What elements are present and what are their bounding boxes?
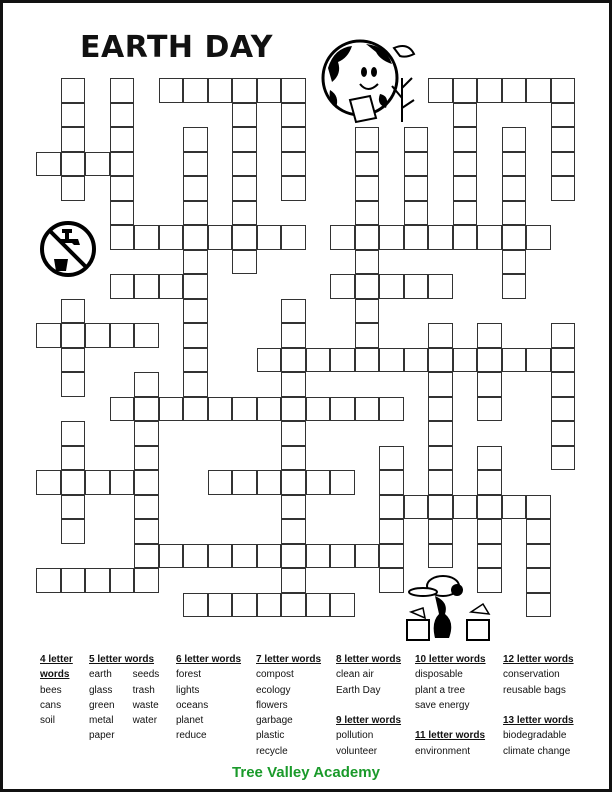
word: plant a tree — [415, 684, 466, 696]
crossword-cell[interactable] — [526, 495, 551, 520]
crossword-cell[interactable] — [526, 519, 551, 544]
crossword-cell[interactable] — [159, 544, 184, 569]
word: metal — [89, 715, 114, 727]
word: cans — [40, 699, 62, 711]
crossword-cell[interactable] — [110, 176, 135, 201]
crossword-cell[interactable] — [355, 201, 380, 226]
crossword-cell[interactable] — [526, 568, 551, 593]
word-list-8-9 — [336, 652, 401, 759]
crossword-cell[interactable] — [502, 152, 527, 177]
crossword-cell[interactable] — [61, 568, 86, 593]
crossword-cell[interactable] — [477, 348, 502, 373]
crossword-cell[interactable] — [379, 495, 404, 520]
crossword-cell[interactable] — [428, 495, 453, 520]
crossword-cell[interactable] — [330, 593, 355, 618]
word-list-heading: 4 letter — [40, 654, 73, 665]
crossword-cell[interactable] — [257, 397, 282, 422]
crossword-cell[interactable] — [183, 299, 208, 324]
crossword-cell[interactable] — [232, 225, 257, 250]
crossword-cell[interactable] — [355, 397, 380, 422]
crossword-cell[interactable] — [526, 544, 551, 569]
crossword-cell[interactable] — [477, 78, 502, 103]
crossword-cell[interactable] — [61, 176, 86, 201]
crossword-cell[interactable] — [355, 127, 380, 152]
crossword-cell[interactable] — [551, 103, 576, 128]
crossword-cell[interactable] — [281, 495, 306, 520]
word: recycle — [256, 745, 288, 757]
crossword-cell[interactable] — [134, 323, 159, 348]
crossword-cell[interactable] — [306, 348, 331, 373]
crossword-cell[interactable] — [551, 397, 576, 422]
crossword-cell[interactable] — [551, 421, 576, 446]
crossword-cell[interactable] — [551, 152, 576, 177]
crossword-cell[interactable] — [404, 152, 429, 177]
word: save energy — [415, 699, 470, 711]
crossword-cell[interactable] — [232, 201, 257, 226]
word: disposable — [415, 669, 463, 681]
crossword-cell[interactable] — [232, 470, 257, 495]
crossword-cell[interactable] — [379, 446, 404, 471]
word-list-5 — [89, 652, 159, 744]
crossword-cell[interactable] — [281, 544, 306, 569]
crossword-cell[interactable] — [477, 495, 502, 520]
crossword-cell[interactable] — [183, 176, 208, 201]
word-list-heading: 12 letter words — [503, 654, 574, 665]
crossword-cell[interactable] — [183, 323, 208, 348]
crossword-cell[interactable] — [183, 274, 208, 299]
word-list-heading: 13 letter words — [503, 715, 574, 727]
word: paper — [89, 730, 115, 742]
crossword-cell[interactable] — [379, 519, 404, 544]
word: conservation — [503, 669, 560, 681]
crossword-cell[interactable] — [281, 78, 306, 103]
word-list-heading: 8 letter words — [336, 654, 402, 665]
crossword-cell[interactable] — [306, 593, 331, 618]
word-list-7 — [256, 652, 321, 759]
crossword-cell[interactable] — [502, 250, 527, 275]
word: climate change — [503, 745, 571, 757]
crossword-cell[interactable] — [379, 274, 404, 299]
crossword-cell[interactable] — [134, 274, 159, 299]
crossword-cell[interactable] — [551, 348, 576, 373]
crossword-cell[interactable] — [110, 152, 135, 177]
crossword-cell[interactable] — [159, 274, 184, 299]
word-list-heading: words — [40, 669, 70, 681]
word: garbage — [256, 715, 293, 727]
crossword-cell[interactable] — [551, 127, 576, 152]
word-list-12-13 — [503, 652, 574, 759]
word-list-heading: 6 letter words — [176, 654, 242, 665]
crossword-cell[interactable] — [110, 201, 135, 226]
crossword-cell[interactable] — [379, 544, 404, 569]
crossword-cell[interactable] — [477, 397, 502, 422]
crossword-cell[interactable] — [355, 348, 380, 373]
crossword-cell[interactable] — [183, 372, 208, 397]
crossword-cell[interactable] — [281, 519, 306, 544]
crossword-cell[interactable] — [355, 152, 380, 177]
crossword-cell[interactable] — [232, 544, 257, 569]
crossword-cell[interactable] — [404, 201, 429, 226]
word: forest — [176, 669, 202, 681]
word-list-10-11 — [415, 652, 486, 759]
crossword-cell[interactable] — [183, 225, 208, 250]
crossword-cell[interactable] — [453, 152, 478, 177]
crossword-cell[interactable] — [526, 593, 551, 618]
crossword-cell[interactable] — [453, 127, 478, 152]
crossword-cell[interactable] — [281, 348, 306, 373]
crossword-cell[interactable] — [281, 323, 306, 348]
crossword-cell[interactable] — [477, 544, 502, 569]
crossword-cell[interactable] — [526, 78, 551, 103]
crossword-cell[interactable] — [428, 372, 453, 397]
crossword-cell[interactable] — [134, 225, 159, 250]
crossword-cell[interactable] — [159, 397, 184, 422]
crossword-cell[interactable] — [477, 323, 502, 348]
crossword-cell[interactable] — [355, 274, 380, 299]
crossword-cell[interactable] — [428, 274, 453, 299]
crossword-cell[interactable] — [281, 397, 306, 422]
word-list-heading: 11 letter words — [415, 730, 486, 742]
crossword-cell[interactable] — [404, 495, 429, 520]
crossword-cell[interactable] — [404, 176, 429, 201]
crossword-cell[interactable] — [477, 372, 502, 397]
word-list-heading: 9 letter words — [336, 715, 402, 727]
crossword-cell[interactable] — [159, 78, 184, 103]
crossword-cell[interactable] — [36, 568, 61, 593]
crossword-cell[interactable] — [477, 519, 502, 544]
crossword-cell[interactable] — [61, 470, 86, 495]
crossword-cell[interactable] — [428, 225, 453, 250]
crossword-cell[interactable] — [551, 372, 576, 397]
crossword-cell[interactable] — [551, 176, 576, 201]
recycling-character-icon — [405, 572, 500, 642]
crossword-cell[interactable] — [208, 78, 233, 103]
crossword-cell[interactable] — [477, 470, 502, 495]
crossword-cell[interactable] — [428, 78, 453, 103]
crossword-cell[interactable] — [257, 593, 282, 618]
crossword-cell[interactable] — [281, 152, 306, 177]
crossword-cell[interactable] — [379, 568, 404, 593]
crossword-cell[interactable] — [330, 544, 355, 569]
crossword-cell[interactable] — [355, 225, 380, 250]
crossword-cell[interactable] — [453, 225, 478, 250]
crossword-cell[interactable] — [61, 323, 86, 348]
crossword-cell[interactable] — [110, 568, 135, 593]
crossword-cell[interactable] — [61, 348, 86, 373]
crossword-cell[interactable] — [502, 201, 527, 226]
crossword-cell[interactable] — [134, 421, 159, 446]
word: lights — [176, 684, 200, 696]
crossword-cell[interactable] — [404, 225, 429, 250]
crossword-cell[interactable] — [355, 299, 380, 324]
footer-brand: Tree Valley Academy — [232, 764, 380, 781]
crossword-cell[interactable] — [36, 323, 61, 348]
crossword-cell[interactable] — [134, 519, 159, 544]
crossword-cell[interactable] — [281, 103, 306, 128]
crossword-cell[interactable] — [306, 544, 331, 569]
crossword-cell[interactable] — [330, 470, 355, 495]
word: clean air — [336, 669, 374, 681]
word: glass — [89, 684, 113, 696]
word-list-6 — [176, 652, 241, 744]
crossword-cell[interactable] — [208, 225, 233, 250]
crossword-cell[interactable] — [453, 348, 478, 373]
crossword-cell[interactable] — [502, 176, 527, 201]
crossword-cell[interactable] — [208, 470, 233, 495]
word: green — [89, 699, 115, 711]
word-list-4 — [40, 652, 73, 728]
crossword-cell[interactable] — [428, 323, 453, 348]
crossword-cell[interactable] — [355, 544, 380, 569]
page-title: EARTH DAY — [80, 30, 273, 65]
crossword-cell[interactable] — [61, 299, 86, 324]
crossword-cell[interactable] — [281, 372, 306, 397]
crossword-cell[interactable] — [134, 446, 159, 471]
crossword-cell[interactable] — [134, 544, 159, 569]
word: plastic — [256, 730, 285, 742]
word: seeds — [132, 669, 160, 681]
crossword-cell[interactable] — [134, 372, 159, 397]
no-tap-water-icon — [38, 219, 98, 279]
crossword-cell[interactable] — [355, 323, 380, 348]
word-list-heading: 5 letter words — [89, 654, 155, 665]
crossword-cell[interactable] — [502, 225, 527, 250]
crossword-cell[interactable] — [404, 127, 429, 152]
crossword-cell[interactable] — [281, 593, 306, 618]
word: Earth Day — [336, 684, 381, 696]
crossword-cell[interactable] — [477, 446, 502, 471]
crossword-cell[interactable] — [232, 152, 257, 177]
crossword-cell[interactable] — [183, 348, 208, 373]
crossword-cell[interactable] — [110, 127, 135, 152]
crossword-cell[interactable] — [183, 397, 208, 422]
crossword-cell[interactable] — [36, 470, 61, 495]
crossword-cell[interactable] — [281, 225, 306, 250]
crossword-cell[interactable] — [61, 372, 86, 397]
word: flowers — [256, 699, 288, 711]
crossword-cell[interactable] — [232, 127, 257, 152]
crossword-cell[interactable] — [134, 397, 159, 422]
crossword-cell[interactable] — [355, 176, 380, 201]
crossword-cell[interactable] — [551, 323, 576, 348]
crossword-cell[interactable] — [330, 225, 355, 250]
crossword-cell[interactable] — [183, 78, 208, 103]
crossword-cell[interactable] — [232, 176, 257, 201]
crossword-cell[interactable] — [281, 299, 306, 324]
crossword-cell[interactable] — [232, 78, 257, 103]
word-list-heading: 10 letter words — [415, 654, 486, 665]
crossword-cell[interactable] — [428, 421, 453, 446]
word: volunteer — [336, 745, 378, 757]
crossword-cell[interactable] — [232, 250, 257, 275]
crossword-cell[interactable] — [551, 78, 576, 103]
word: earth — [89, 669, 112, 681]
crossword-cell[interactable] — [379, 470, 404, 495]
crossword-cell[interactable] — [110, 323, 135, 348]
crossword-cell[interactable] — [134, 495, 159, 520]
crossword-cell[interactable] — [453, 495, 478, 520]
crossword-cell[interactable] — [306, 397, 331, 422]
crossword-cell[interactable] — [428, 446, 453, 471]
crossword-cell[interactable] — [85, 152, 110, 177]
crossword-cell[interactable] — [183, 152, 208, 177]
word: oceans — [176, 699, 209, 711]
crossword-cell[interactable] — [404, 348, 429, 373]
word: environment — [415, 745, 471, 757]
crossword-cell[interactable] — [110, 470, 135, 495]
crossword-cell[interactable] — [477, 225, 502, 250]
crossword-cell[interactable] — [36, 152, 61, 177]
crossword-cell[interactable] — [502, 78, 527, 103]
crossword-cell[interactable] — [379, 397, 404, 422]
crossword-cell[interactable] — [281, 421, 306, 446]
crossword-cell[interactable] — [232, 397, 257, 422]
crossword-cell[interactable] — [85, 470, 110, 495]
crossword-cell[interactable] — [61, 103, 86, 128]
crossword-cell[interactable] — [85, 323, 110, 348]
crossword-cell[interactable] — [208, 544, 233, 569]
crossword-cell[interactable] — [404, 274, 429, 299]
crossword-cell[interactable] — [526, 348, 551, 373]
crossword-cell[interactable] — [61, 446, 86, 471]
crossword-cell[interactable] — [134, 568, 159, 593]
word: reduce — [176, 730, 207, 742]
crossword-cell[interactable] — [257, 544, 282, 569]
crossword-cell[interactable] — [61, 519, 86, 544]
word: soil — [40, 715, 56, 727]
word: planet — [176, 715, 204, 727]
earth-with-watering-can-icon — [320, 38, 420, 124]
word: biodegradable — [503, 730, 567, 742]
crossword-cell[interactable] — [257, 78, 282, 103]
crossword-cell[interactable] — [281, 127, 306, 152]
crossword-cell[interactable] — [208, 397, 233, 422]
word: water — [132, 715, 158, 727]
word: compost — [256, 669, 294, 681]
crossword-cell[interactable] — [428, 348, 453, 373]
crossword-cell[interactable] — [526, 225, 551, 250]
crossword-cell[interactable] — [306, 470, 331, 495]
crossword-cell[interactable] — [502, 274, 527, 299]
crossword-cell[interactable] — [551, 446, 576, 471]
crossword-cell[interactable] — [61, 127, 86, 152]
crossword-cell[interactable] — [61, 152, 86, 177]
crossword-cell[interactable] — [453, 103, 478, 128]
crossword-cell[interactable] — [428, 397, 453, 422]
crossword-cell[interactable] — [110, 225, 135, 250]
word-list-heading: 7 letter words — [256, 654, 322, 665]
crossword-cell[interactable] — [428, 544, 453, 569]
crossword-cell[interactable] — [330, 348, 355, 373]
crossword-cell[interactable] — [502, 348, 527, 373]
crossword-cell[interactable] — [379, 225, 404, 250]
crossword-cell[interactable] — [281, 176, 306, 201]
crossword-cell[interactable] — [453, 176, 478, 201]
crossword-cell[interactable] — [85, 568, 110, 593]
crossword-cell[interactable] — [281, 568, 306, 593]
word: waste — [132, 699, 159, 711]
word: pollution — [336, 730, 374, 742]
crossword-cell[interactable] — [61, 421, 86, 446]
crossword-cell[interactable] — [183, 127, 208, 152]
crossword-cell[interactable] — [110, 274, 135, 299]
crossword-cell[interactable] — [134, 470, 159, 495]
crossword-cell[interactable] — [428, 519, 453, 544]
crossword-cell[interactable] — [183, 250, 208, 275]
crossword-cell[interactable] — [355, 250, 380, 275]
crossword-cell[interactable] — [379, 348, 404, 373]
crossword-cell[interactable] — [281, 446, 306, 471]
crossword-cell[interactable] — [257, 225, 282, 250]
crossword-cell[interactable] — [110, 78, 135, 103]
crossword-cell[interactable] — [110, 397, 135, 422]
word: ecology — [256, 684, 291, 696]
crossword-cell[interactable] — [502, 495, 527, 520]
crossword-cell[interactable] — [453, 78, 478, 103]
crossword-cell[interactable] — [232, 103, 257, 128]
crossword-cell[interactable] — [453, 201, 478, 226]
crossword-cell[interactable] — [208, 593, 233, 618]
crossword-cell[interactable] — [61, 78, 86, 103]
crossword-cell[interactable] — [330, 397, 355, 422]
word: bees — [40, 684, 62, 696]
crossword-cell[interactable] — [232, 593, 257, 618]
crossword-cell[interactable] — [110, 103, 135, 128]
word: reusable bags — [503, 684, 566, 696]
crossword-cell[interactable] — [330, 274, 355, 299]
crossword-cell[interactable] — [183, 593, 208, 618]
crossword-cell[interactable] — [502, 127, 527, 152]
crossword-cell[interactable] — [183, 201, 208, 226]
word: trash — [132, 684, 155, 696]
crossword-cell[interactable] — [159, 225, 184, 250]
crossword-cell[interactable] — [257, 348, 282, 373]
crossword-cell[interactable] — [281, 470, 306, 495]
crossword-cell[interactable] — [183, 544, 208, 569]
crossword-cell[interactable] — [428, 470, 453, 495]
crossword-cell[interactable] — [257, 470, 282, 495]
crossword-cell[interactable] — [61, 495, 86, 520]
